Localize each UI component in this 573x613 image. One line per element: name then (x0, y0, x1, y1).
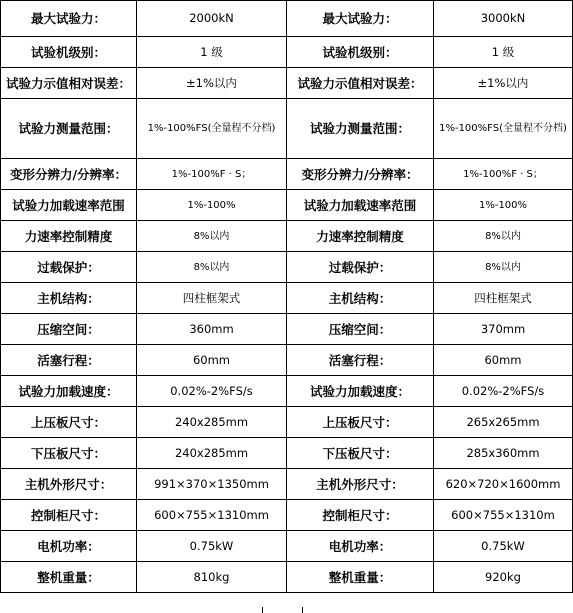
spec-label: 试验力加载速率范围 (1, 190, 137, 221)
spec-value: ±1%以内 (137, 68, 287, 99)
spec-label: 变形分辨力/分辨率： (1, 159, 137, 190)
spec-value: 0.02%-2%FS/s (434, 376, 573, 407)
spec-label: 电机功率： (1, 531, 137, 562)
table-row (1, 438, 573, 469)
spec-label: 控制柜尺寸： (287, 500, 434, 531)
spec-label: 力速率控制精度 (287, 221, 434, 252)
spec-label: 主机结构： (287, 283, 434, 314)
spec-label: 最大试验力： (287, 1, 434, 37)
spec-value: 60mm (434, 345, 573, 376)
spec-value: 60mm (137, 345, 287, 376)
spec-label: 试验力示值相对误差： (1, 68, 137, 99)
table-row (1, 159, 573, 190)
spec-label: 试验力加载速率范围 (287, 190, 434, 221)
spec-value: 1%-100%FS(全量程不分档) (137, 99, 287, 159)
spec-value: 1 级 (434, 37, 573, 68)
spec-label: 变形分辨力/分辨率： (287, 159, 434, 190)
spec-value: 600×755×1310m (434, 500, 573, 531)
spec-value: 920kg (434, 562, 573, 593)
spec-value: ±1%以内 (434, 68, 573, 99)
table-row (1, 469, 573, 500)
table-row (1, 99, 573, 159)
spec-label: 上压板尺寸： (1, 407, 137, 438)
spec-label: 试验力加载速度： (1, 376, 137, 407)
spec-label: 活塞行程： (287, 345, 434, 376)
spec-value: 0.02%-2%FS/s (137, 376, 287, 407)
spec-table-body (1, 1, 573, 593)
spec-value: 1%-100%F · S； (434, 159, 573, 190)
spec-value: 1%-100% (137, 190, 287, 221)
table-row (1, 252, 573, 283)
spec-label: 压缩空间： (1, 314, 137, 345)
spec-label: 试验机级别： (287, 37, 434, 68)
spec-value: 四柱框架式 (137, 283, 287, 314)
spec-label: 整机重量： (1, 562, 137, 593)
spec-value: 1%-100%F · S； (137, 159, 287, 190)
page-edge-mark (302, 607, 303, 613)
table-row (1, 190, 573, 221)
spec-label: 试验力测量范围： (1, 99, 137, 159)
spec-label: 压缩空间： (287, 314, 434, 345)
spec-value: 620×720×1600mm (434, 469, 573, 500)
table-row (1, 314, 573, 345)
spec-value: 3000kN (434, 1, 573, 37)
table-row (1, 376, 573, 407)
spec-value: 810kg (137, 562, 287, 593)
spec-label: 主机外形尺寸： (287, 469, 434, 500)
spec-label: 下压板尺寸： (287, 438, 434, 469)
spec-label: 最大试验力： (1, 1, 137, 37)
spec-label: 上压板尺寸： (287, 407, 434, 438)
table-row (1, 1, 573, 37)
spec-value: 370mm (434, 314, 573, 345)
spec-value: 1%-100%FS(全量程不分档) (434, 99, 573, 159)
table-row (1, 221, 573, 252)
spec-value: 0.75kW (137, 531, 287, 562)
spec-value: 2000kN (137, 1, 287, 37)
spec-value: 四柱框架式 (434, 283, 573, 314)
spec-label: 控制柜尺寸： (1, 500, 137, 531)
spec-label: 主机外形尺寸： (1, 469, 137, 500)
spec-value: 285x360mm (434, 438, 573, 469)
spec-value: 8%以内 (137, 221, 287, 252)
spec-value: 240x285mm (137, 407, 287, 438)
spec-label: 力速率控制精度 (1, 221, 137, 252)
spec-label: 试验力加载速度： (287, 376, 434, 407)
spec-label: 电机功率： (287, 531, 434, 562)
spec-value: 1 级 (137, 37, 287, 68)
spec-label: 过载保护： (1, 252, 137, 283)
spec-value: 360mm (137, 314, 287, 345)
spec-value: 265x265mm (434, 407, 573, 438)
table-row (1, 407, 573, 438)
spec-label: 下压板尺寸： (1, 438, 137, 469)
spec-label: 活塞行程： (1, 345, 137, 376)
table-row (1, 345, 573, 376)
table-row (1, 37, 573, 68)
spec-label: 试验力示值相对误差： (287, 68, 434, 99)
table-row (1, 531, 573, 562)
spec-label: 试验力测量范围： (287, 99, 434, 159)
spec-value: 8%以内 (434, 252, 573, 283)
spec-label: 主机结构： (1, 283, 137, 314)
spec-value: 1%-100% (434, 190, 573, 221)
spec-value: 600×755×1310mm (137, 500, 287, 531)
spec-label: 过载保护： (287, 252, 434, 283)
table-row (1, 562, 573, 593)
table-row (1, 500, 573, 531)
spec-label: 试验机级别： (1, 37, 137, 68)
spec-value: 240x285mm (137, 438, 287, 469)
table-row (1, 68, 573, 99)
spec-value: 991×370×1350mm (137, 469, 287, 500)
spec-value: 8%以内 (137, 252, 287, 283)
spec-value: 8%以内 (434, 221, 573, 252)
spec-label: 整机重量： (287, 562, 434, 593)
spec-value: 0.75kW (434, 531, 573, 562)
table-row (1, 283, 573, 314)
page-edge-mark (262, 607, 263, 613)
